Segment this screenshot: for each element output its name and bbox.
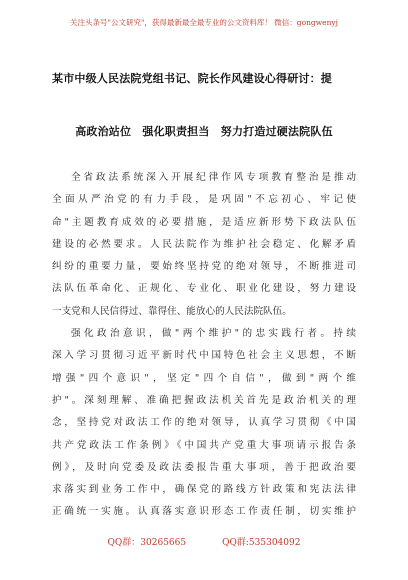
paragraph-line: 共产党政法工作条例》《中国共产党重大事项请示报告条 (52, 439, 356, 451)
footer-qq-group-2: QQ群:535304092 (222, 538, 301, 548)
document-title-line-2: 高政治站位 强化职责担当 努力打造过硬法院队伍 (75, 125, 333, 138)
paragraph-1 (52, 167, 356, 323)
paragraph-line: 一支党和人民信得过、靠得住、能放心的人民法院队伍。 (52, 305, 292, 317)
paragraph-line: 正确统一实施。认真落实意识形态工作责任制，切实维护 (52, 506, 356, 518)
document-body (52, 167, 356, 524)
paragraph-line: 建设的必然要求。人民法院作为维护社会稳定、化解矛盾 (52, 238, 356, 250)
paragraph-line: 求落实到业务工作中，确保党的路线方针政策和宪法法律 (52, 484, 356, 496)
paragraph-line: 例》，及时向党委及政法委报告重大事项，善于把政治要 (52, 461, 356, 473)
paragraph-line: 纠纷的重要力量，要始终坚持党的绝对领导，不断推进司 (52, 261, 356, 273)
paragraph-line: 全面从严治党的有力手段，是巩固"不忘初心、牢记使 (52, 194, 356, 206)
header-note: 关注头条号"公文研究"，获得最新最全最专业的公文资料库！ 微信：gongwenyj (70, 18, 338, 27)
paragraph-line: 法队伍革命化、正规化、专业化、职业化建设，努力建设 (52, 283, 356, 295)
paragraph-line: 深入学习贯彻习近平新时代中国特色社会主义思想，不断 (52, 350, 356, 362)
paragraph-line: 命"主题教育成效的必要措施，是适应新形势下政法队伍 (52, 216, 356, 228)
document-title-line-1: 某市中级人民法院党组书记、院长作风建设心得研讨：提 (52, 72, 332, 85)
paragraph-line: 强化政治意识，做"两个维护"的忠实践行者。持续 (71, 328, 356, 340)
footer-qq-group-1: QQ群：30265665 (107, 538, 187, 548)
paragraph-line: 全省政法系统深入开展纪律作风专项教育整治是推动 (71, 172, 356, 183)
footer (0, 535, 408, 548)
paragraph-line: 护"。深刻理解、准确把握政法机关首先是政治机关的理 (52, 394, 356, 406)
paragraph-line: 增强"四个意识"，坚定"四个自信"，做到"两个维 (52, 372, 356, 384)
paragraph-2 (52, 323, 356, 524)
paragraph-line: 念，坚持党对政法工作的绝对领导，认真学习贯彻《中国 (52, 417, 356, 429)
